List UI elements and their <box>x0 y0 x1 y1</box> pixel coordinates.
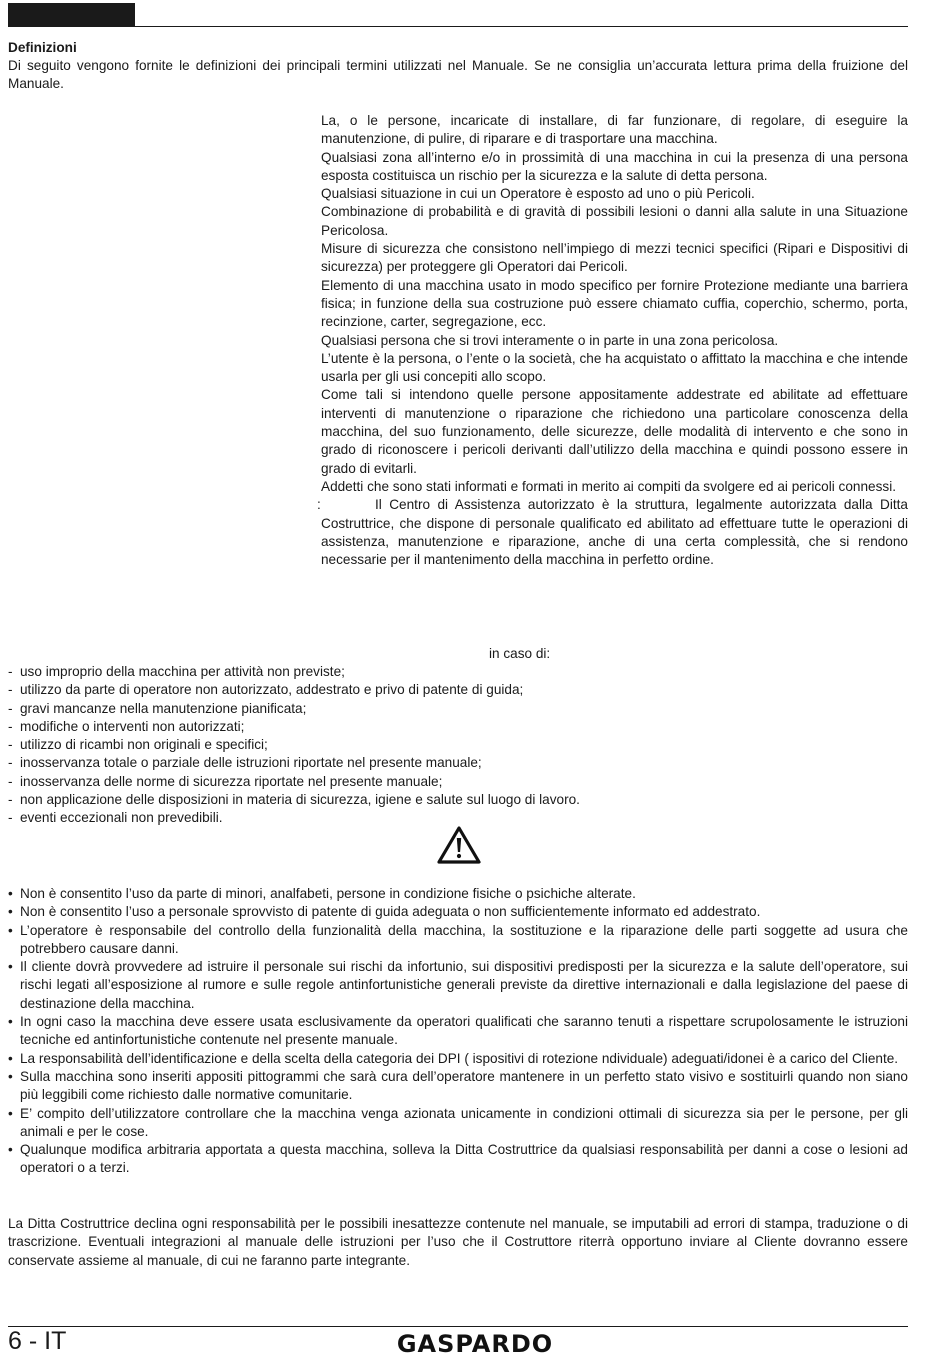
liability-exclusions-list <box>8 663 908 828</box>
header-black-tab <box>8 3 135 27</box>
list-item: • Sulla macchina sono inseriti appositi pittogrammi che sarà cura dell’operatore mantenere in un perfetto stato visivo e sostituirli quando non siano più leggibili come richiesto dalle normative comunitarie. <box>8 1068 908 1105</box>
brand-logo: GASPARDO <box>396 1330 554 1358</box>
list-item: - eventi eccezionali non prevedibili. <box>8 809 908 827</box>
in-case-label: in caso di: <box>489 646 551 661</box>
list-item: • In ogni caso la macchina deve essere usata esclusivamente da operatori qualificati che saranno tenuti a rispettare scrupolosamente le istruzioni tecniche ed antinfortunistiche contenute nel presente manuale. <box>8 1013 908 1050</box>
definition-item: Elemento di una macchina usato in modo specifico per fornire Protezione mediante una barriera fisica; in funzione della sua costruzione può essere chiamato cuffia, coperchio, schermo, porta, recinzione, carter, segregazione, ecc. <box>321 277 908 330</box>
safety-rules-list <box>8 885 908 1178</box>
list-item: • Non è consentito l’uso da parte di minori, analfabeti, persone in condizione fisiche o psichiche alterate. <box>8 885 908 903</box>
definition-item: Come tali si intendono quelle persone appositamente addestrate ed abilitate ad effettuare interventi di manutenzione o riparazione che richiedono una particolare conoscenza della macchina, del suo funzionamento, delle sicurezze, delle modalità di intervento e che sono in grado di riconoscere i pericoli derivanti dall’utilizzo della macchina e quindi possono essere in grado di evitarli. <box>321 387 908 476</box>
list-item: • L’operatore è responsabile del controllo della funzionalità della macchina, la sostituzione e la riparazione delle parti soggette ad usura che potrebbero causare danni. <box>8 922 908 959</box>
list-item: - inosservanza delle norme di sicurezza riportate nel presente manuale; <box>8 773 908 791</box>
definition-item: Qualsiasi zona all’interno e/o in prossimità di una macchina in cui la presenza di una persona esposta costituisca un rischio per la sicurezza e la salute di detta persona. <box>321 149 908 183</box>
list-item: - gravi mancanze nella manutenzione pianificata; <box>8 700 908 718</box>
list-item: • Non è consentito l’uso a personale sprovvisto di patente di guida adeguata o non sufficientemente informato ed addestrato. <box>8 903 908 921</box>
definition-assistance-centre: : Il Centro di Assistenza autorizzato è la struttura, legalmente autorizzata dalla Ditta Costruttrice, che dispone di personale qualificato ed abilitato ad effettuare tutte le operazioni di assistenza, manutenzione e riparazione, anche di una certa complessità, che si rendono necessarie per il mantenimento della macchina in perfetto ordine. <box>317 497 908 568</box>
header-rule <box>135 26 908 27</box>
warning-triangle-icon <box>436 825 482 865</box>
definition-item: Combinazione di probabilità e di gravità di possibili lesioni o danni alla salute in una Situazione Pericolosa. <box>321 204 908 238</box>
footer-rule <box>8 1326 908 1327</box>
definition-item: La, o le persone, incaricate di installare, di far funzionare, di regolare, di eseguire la manutenzione, di pulire, di riparare e di trasportare una macchina. <box>321 113 908 147</box>
list-item: • Qualunque modifica arbitraria apportata a questa macchina, solleva la Ditta Costruttrice da qualsiasi responsabilità per danni a cose o lesioni ad operatori o a terzi. <box>8 1141 908 1178</box>
definition-item: Qualsiasi persona che si trovi interamente o in parte in una zona pericolosa. <box>321 332 779 348</box>
assistance-centre-text: Il Centro di Assistenza autorizzato è la struttura, legalmente autorizzata dalla Ditta Costruttrice, che dispone di personale qualificato ed abilitato ad effettuare tutte le operazioni di assistenza, manutenzione e riparazione, anche di una certa complessità, che si rendono necessarie per il mantenimento della macchina in perfetto ordine. <box>321 497 908 568</box>
definitions-list <box>317 112 908 569</box>
list-item: - utilizzo di ricambi non originali e specifici; <box>8 736 908 754</box>
definition-item: Qualsiasi situazione in cui un Operatore è esposto ad uno o più Pericoli. <box>321 186 755 202</box>
definition-item: Addetti che sono stati informati e formati in merito ai compiti da svolgere ed ai pericoli connessi. <box>321 478 896 494</box>
list-item: • La responsabilità dell’identificazione e della scelta della categoria dei DPI ( ispositivi di rotezione ndividuale) adeguati/idonei è a carico del Cliente. <box>8 1050 908 1068</box>
list-item: • E’ compito dell’utilizzatore controllare che la macchina venga azionata unicamente in condizioni ottimali di sicurezza sia per le persone, per gli animali e per le cose. <box>8 1105 908 1142</box>
list-item: - inosservanza totale o parziale delle istruzioni riportate nel presente manuale; <box>8 754 908 772</box>
list-item: - utilizzo da parte di operatore non autorizzato, addestrato e privo di patente di guida; <box>8 681 908 699</box>
list-item: • Il cliente dovrà provvedere ad istruire il personale sui rischi da infortunio, sui dispositivi predisposti per la sicurezza e la salute dell’operatore, sui rischi legati all’esposizione al rumore e sulle regole antinfortunistiche generali previste da direttive internazionali e dalla legislazione del paese di destinazione della macchina. <box>8 958 908 1013</box>
closing-paragraph: La Ditta Costruttrice declina ogni responsabilità per le possibili inesattezze contenute nel manuale, se imputabili ad errori di stampa, traduzione o di trascrizione. Eventuali integrazioni al manuale delle istruzioni per l’uso che il Costruttore riterrà opportuno inviare al Cliente dovranno essere conservate assieme al manuale, di cui ne faranno parte integrante. <box>8 1216 908 1268</box>
definition-item: L’utente è la persona, o l’ente o la società, che ha acquistato o affittato la macchina e che intende usarla per gli usi concepiti allo scopo. <box>321 350 908 385</box>
list-item: - non applicazione delle disposizioni in materia di sicurezza, igiene e salute sul luogo di lavoro. <box>8 791 908 809</box>
definition-item: Misure di sicurezza che consistono nell’impiego di mezzi tecnici specifici (Ripari e Dispositivi di sicurezza) per proteggere gli Operatori dai Pericoli. <box>321 241 908 275</box>
intro-paragraph: Di seguito vengono fornite le definizioni dei principali termini utilizzati nel Manuale. Se ne consiglia un’accurata lettura prima della fruizione del Manuale. <box>8 58 908 92</box>
list-item: - modifiche o interventi non autorizzati; <box>8 718 908 736</box>
section-title: Definizioni <box>8 40 77 55</box>
list-item: - uso improprio della macchina per attività non previste; <box>8 663 908 681</box>
page-number: 6 - IT <box>8 1327 67 1355</box>
